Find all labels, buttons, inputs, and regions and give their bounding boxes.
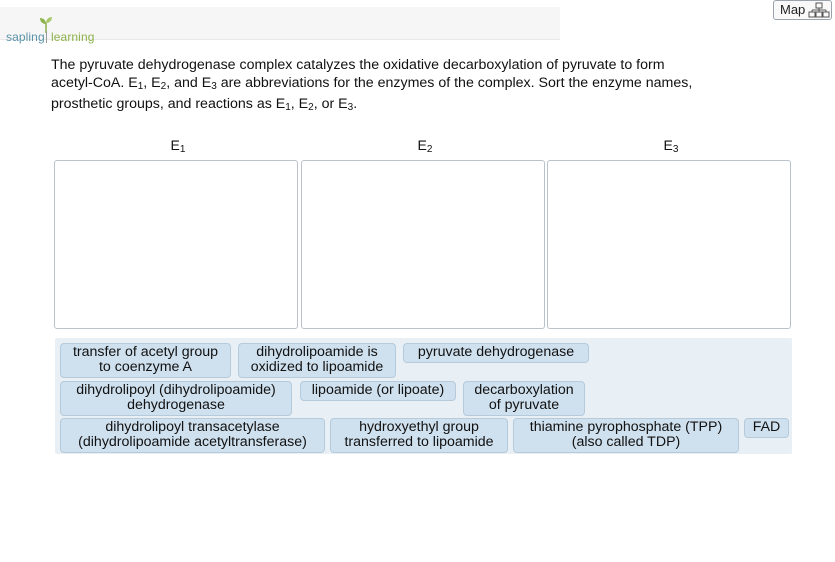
tile-dihydrolipoyl-transacetylase[interactable]: dihydrolipoyl transacetylase (dihydrolipoamide acetyltransferase) — [60, 418, 325, 453]
sapling-learning-logo — [6, 17, 106, 43]
tile-hydroxyethyl-group[interactable]: hydroxyethyl group transferred to lipoamide — [330, 418, 508, 453]
question-prompt — [51, 56, 781, 113]
prompt-line-3: prosthetic groups, and reactions as $E_1$, $E_2$, or $E_3$. — [51, 96, 358, 113]
drop-zone-e1[interactable] — [54, 160, 298, 329]
column-header-e2: $E_2$ — [417, 137, 433, 155]
drop-zone-e3[interactable] — [547, 160, 791, 329]
tile-thiamine-pyrophosphate[interactable]: thiamine pyrophosphate (TPP) (also called TDP) — [513, 418, 739, 453]
logo-text-learning: learning — [51, 30, 95, 44]
tile-decarboxylation-of-pyruvate[interactable]: decarboxylation of pyruvate — [463, 381, 585, 416]
drop-zone-e2[interactable] — [301, 160, 545, 329]
column-header-e1: $E_1$ — [170, 137, 186, 155]
prompt-line-2: acetyl-CoA. $E_1$, $E_2$, and $E_3$ are abbreviations for the enzymes of the complex. Sort the enzyme names, — [51, 75, 693, 92]
tile-fad[interactable]: FAD — [744, 418, 789, 438]
map-button-label: Map — [780, 2, 806, 17]
tile-dihydrolipoamide-oxidized[interactable]: dihydrolipoamide is oxidized to lipoamide — [238, 343, 396, 378]
tile-pyruvate-dehydrogenase[interactable]: pyruvate dehydrogenase — [403, 343, 589, 363]
top-bar — [0, 7, 560, 44]
tile-dihydrolipoyl-dehydrogenase[interactable]: dihydrolipoyl (dihydrolipoamide) dehydrogenase — [60, 381, 292, 416]
map-button[interactable] — [773, 0, 832, 20]
tile-transfer-acetyl-group[interactable]: transfer of acetyl group to coenzyme A — [60, 343, 231, 378]
logo-divider — [46, 31, 47, 43]
map-tree-icon — [808, 2, 830, 18]
logo-text-sapling: sapling — [6, 30, 45, 44]
tile-lipoamide[interactable]: lipoamide (or lipoate) — [300, 381, 456, 401]
column-header-e3: $E_3$ — [663, 137, 679, 155]
prompt-line-1: The pyruvate dehydrogenase complex catalyzes the oxidative decarboxylation of pyruvate to form — [51, 57, 665, 73]
